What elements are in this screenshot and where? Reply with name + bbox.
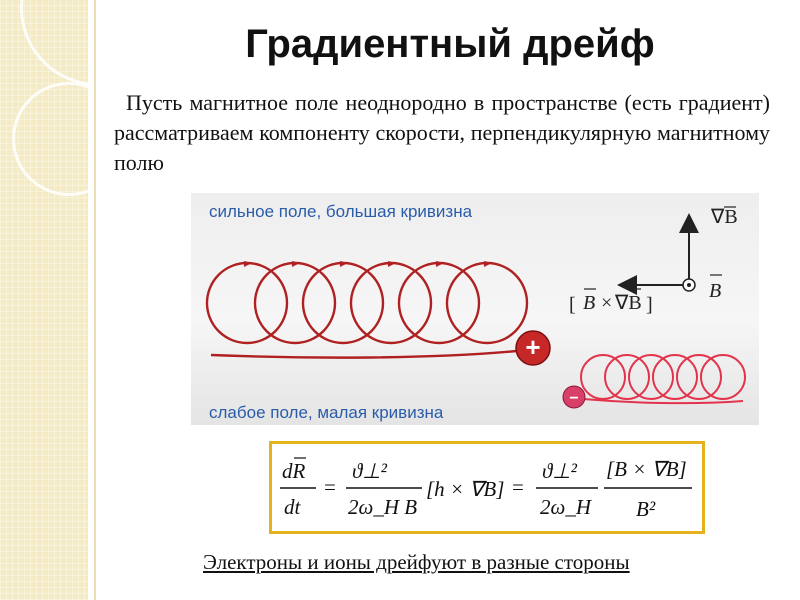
term1: [h × ∇B] xyxy=(426,477,505,501)
coef-numerator: ϑ⊥² xyxy=(352,459,387,483)
svg-text:∇B: ∇B xyxy=(615,292,642,314)
drift-illustration xyxy=(191,193,759,425)
small-orbit xyxy=(605,355,649,399)
small-orbit xyxy=(701,355,745,399)
side-decoration xyxy=(0,0,88,600)
small-orbit xyxy=(653,355,697,399)
intro-text: Пусть магнитное поле неоднородно в пространстве (есть градиент) рассматриваем компоненту скорости, перпендикулярную магнитному полю xyxy=(114,90,770,175)
large-orbit xyxy=(303,263,383,343)
small-orbit xyxy=(581,355,625,399)
equals-sign: = xyxy=(324,475,336,499)
electron-trajectory xyxy=(581,355,745,403)
large-orbit xyxy=(255,263,335,343)
negative-charge-sign: − xyxy=(569,390,579,407)
drift-velocity-formula xyxy=(269,441,705,534)
term2-numerator: [B × ∇B] xyxy=(606,457,687,481)
strong-field-label: сильное поле, большая кривизна xyxy=(209,202,473,221)
large-orbit xyxy=(447,263,527,343)
lhs-denominator: dt xyxy=(284,495,301,519)
weak-field-label: слабое поле, малая кривизна xyxy=(209,403,444,422)
formula-svg xyxy=(272,444,702,531)
svg-text:ϑ⊥²: ϑ⊥² xyxy=(542,459,577,483)
svg-text:B: B xyxy=(583,292,596,314)
large-orbit xyxy=(207,263,287,343)
small-orbit xyxy=(677,355,721,399)
positive-charge-sign: + xyxy=(525,332,541,362)
grad-b-label: ∇B xyxy=(711,206,738,228)
large-orbit xyxy=(399,263,479,343)
decorative-circle xyxy=(12,82,126,196)
svg-text:[: [ xyxy=(569,294,576,316)
svg-text:]: ] xyxy=(646,294,653,316)
conclusion-text: Электроны и ионы дрейфуют в разные стороны xyxy=(203,550,630,574)
drift-direction-label xyxy=(569,289,653,316)
coef2-denominator: 2ω_H xyxy=(540,495,591,519)
ion-tail xyxy=(211,351,517,358)
ion-trajectory xyxy=(207,263,527,358)
equals-sign-2: = xyxy=(512,475,524,499)
svg-text:×: × xyxy=(601,292,613,314)
coef-denominator: 2ω_H B xyxy=(348,495,418,519)
large-orbit xyxy=(351,263,431,343)
term2-denominator: B² xyxy=(636,497,656,521)
orbits-diagram xyxy=(191,193,759,425)
lhs-numerator: dR xyxy=(282,459,306,483)
small-orbit xyxy=(629,355,673,399)
side-divider xyxy=(94,0,96,600)
slide-title: Градиентный дрейф xyxy=(245,22,655,66)
b-label: B xyxy=(709,280,722,302)
